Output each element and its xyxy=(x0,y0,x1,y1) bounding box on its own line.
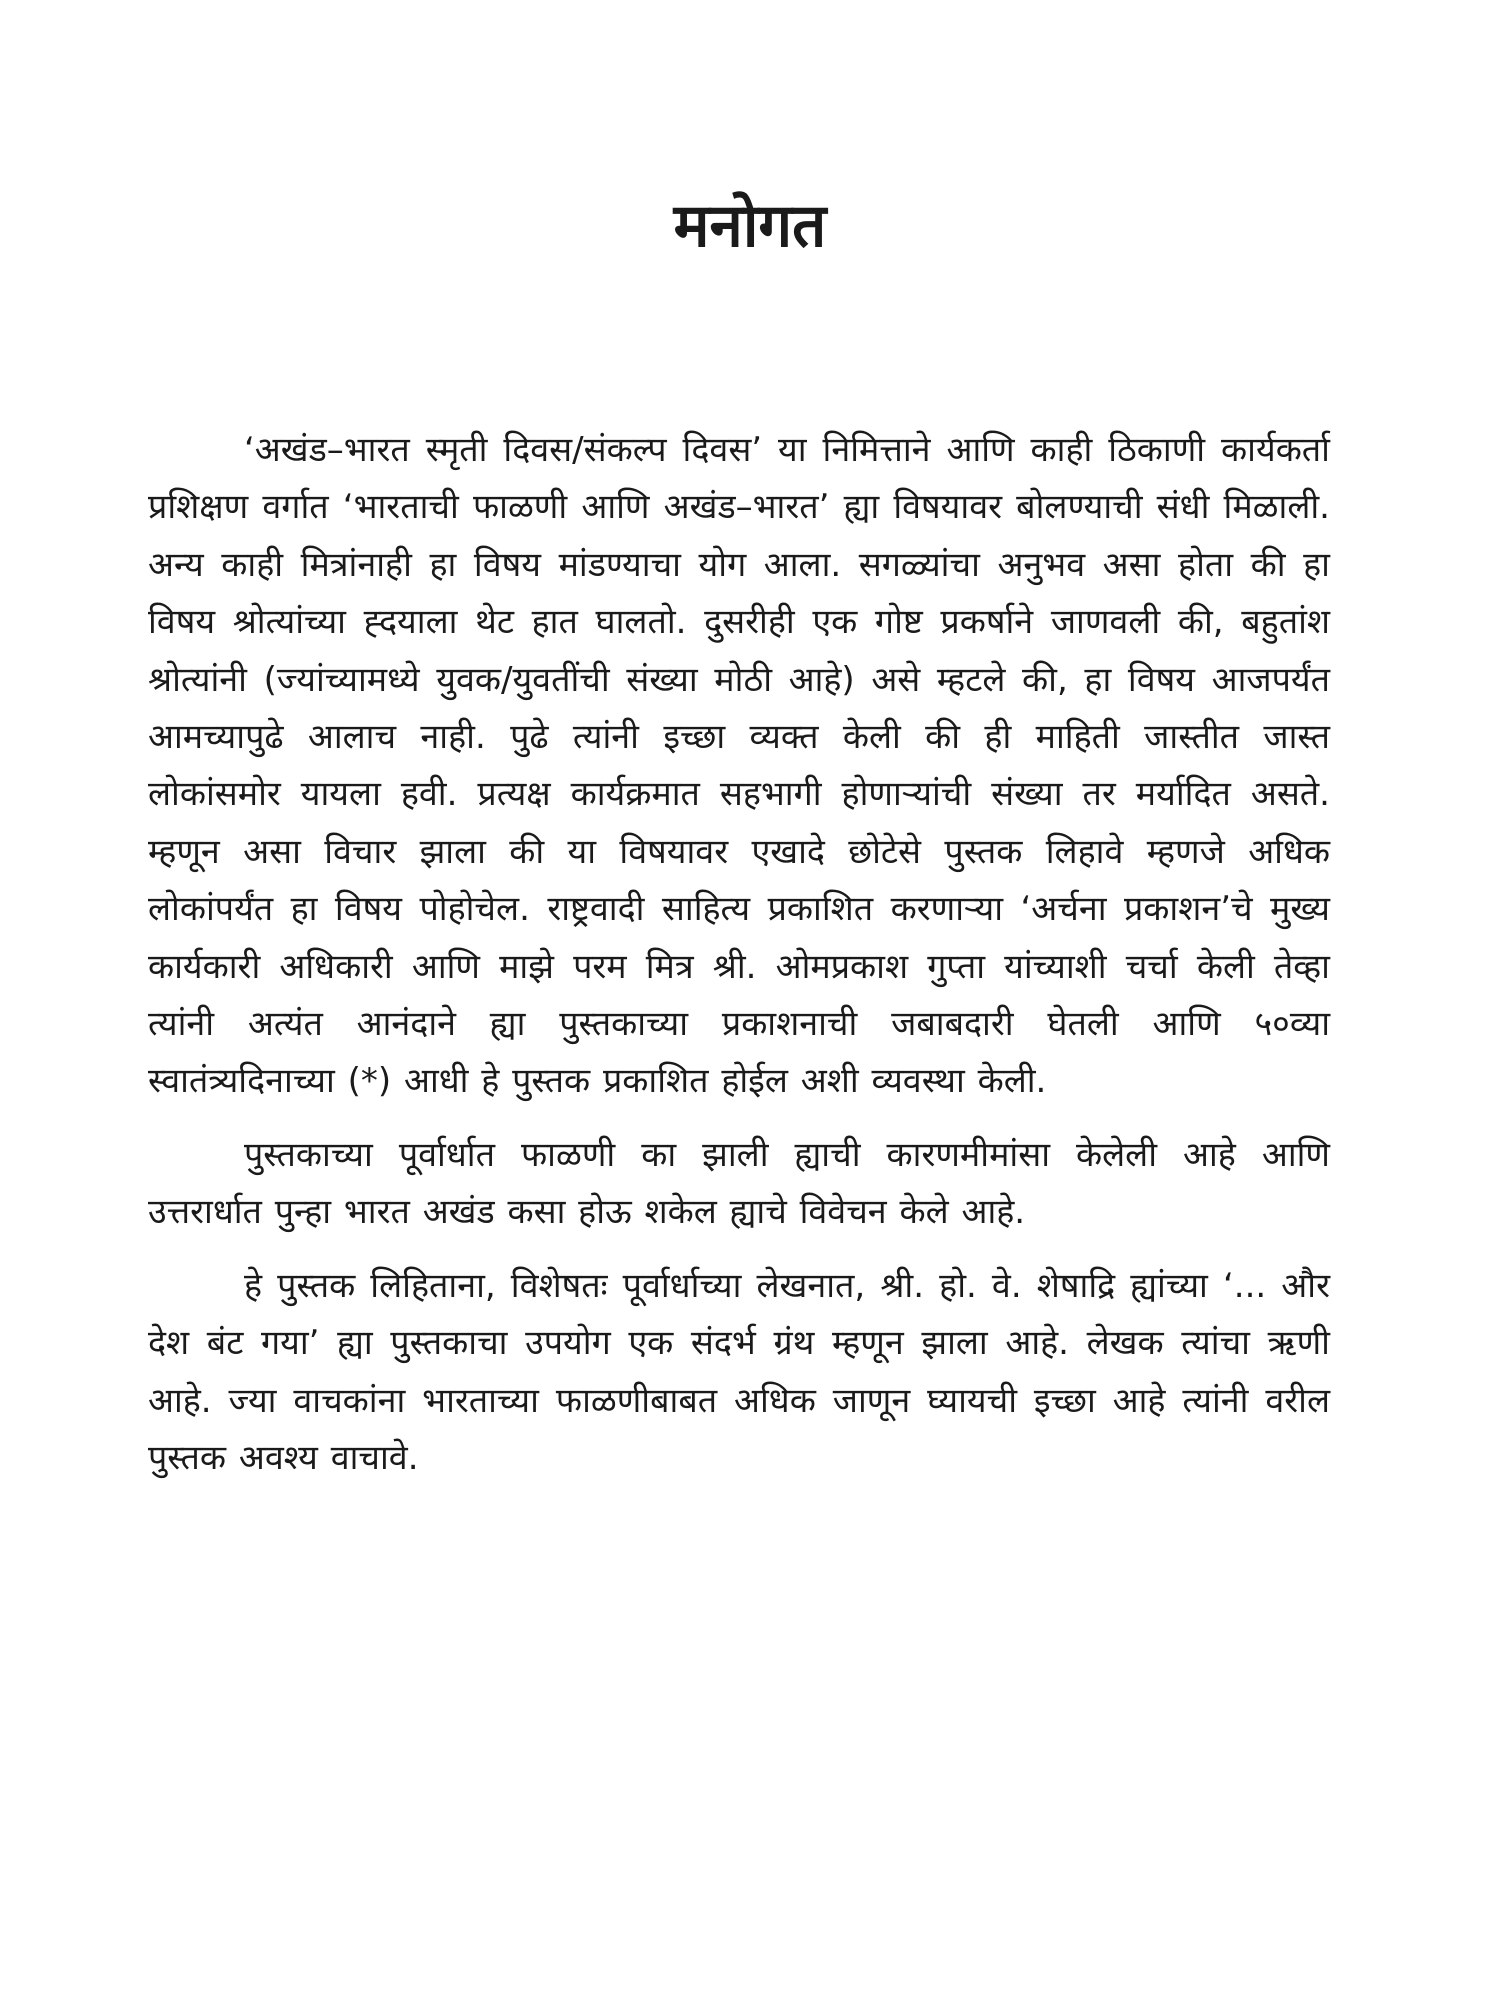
paragraph-3: हे पुस्तक लिहिताना, विशेषतः पूर्वार्धाच्या लेखनात, श्री. हो. वे. शेषाद्रि ह्यांच्या ‘... और देश बंट गया’ ह्या पुस्तकाचा उपयोग एक संदर्भ ग्रंथ म्हणून झाला आहे. लेखक त्यांचा ऋणी आहे. ज्या वाचकांना भारताच्या फाळणीबाबत अधिक जाणून घ्यायची इच्छा आहे त्यांनी वरील पुस्तक अवश्य वाचावे. xyxy=(148,1265,1330,1478)
document-body xyxy=(148,422,1330,1487)
paragraph-2: पुस्तकाच्या पूर्वार्धात फाळणी का झाली ह्याची कारणमीमांसा केलेली आहे आणि उत्तरार्धात पुन्हा भारत अखंड कसा होऊ शकेल ह्याचे विवेचन केले आहे. xyxy=(148,1134,1330,1233)
paragraph-1: ‘अखंड–भारत स्मृती दिवस/संकल्प दिवस’ या निमित्ताने आणि काही ठिकाणी कार्यकर्ता प्रशिक्षण वर्गात ‘भारताची फाळणी आणि अखंड–भारत’ ह्या विषयावर बोलण्याची संधी मिळाली. अन्य काही मित्रांनाही हा विषय मांडण्याचा योग आला. सगळ्यांचा अनुभव असा होता की हा विषय श्रोत्यांच्या ह्दयाला थेट हात घालतो. दुसरीही एक गोष्ट प्रकर्षाने जाणवली की, बहुतांश श्रोत्यांनी (ज्यांच्यामध्ये युवक/युवतींची संख्या मोठी आहे) असे म्हटले की, हा विषय आजपर्यंत आमच्यापुढे आलाच नाही. पुढे त्यांनी इच्छा व्यक्त केली की ही माहिती जास्तीत जास्त लोकांसमोर यायला हवी. प्रत्यक्ष कार्यक्रमात सहभागी होणाऱ्यांची संख्या तर मर्यादित असते. म्हणून असा विचार झाला की या विषयावर एखादे छोटेसे पुस्तक लिहावे म्हणजे अधिक लोकांपर्यंत हा विषय पोहोचेल. राष्ट्रवादी साहित्य प्रकाशित करणाऱ्या ‘अर्चना प्रकाशन’चे मुख्य कार्यकारी अधिकारी आणि माझे परम मित्र श्री. ओमप्रकाश गुप्ता यांच्याशी चर्चा केली तेव्हा त्यांनी अत्यंत आनंदाने ह्या पुस्तकाच्या प्रकाशनाची जबाबदारी घेतली आणि ५०व्या स्वातंत्र्यदिनाच्या (*) आधी हे पुस्तक प्रकाशित होईल अशी व्यवस्था केली. xyxy=(148,430,1330,1102)
page-title: मनोगत xyxy=(673,191,827,261)
